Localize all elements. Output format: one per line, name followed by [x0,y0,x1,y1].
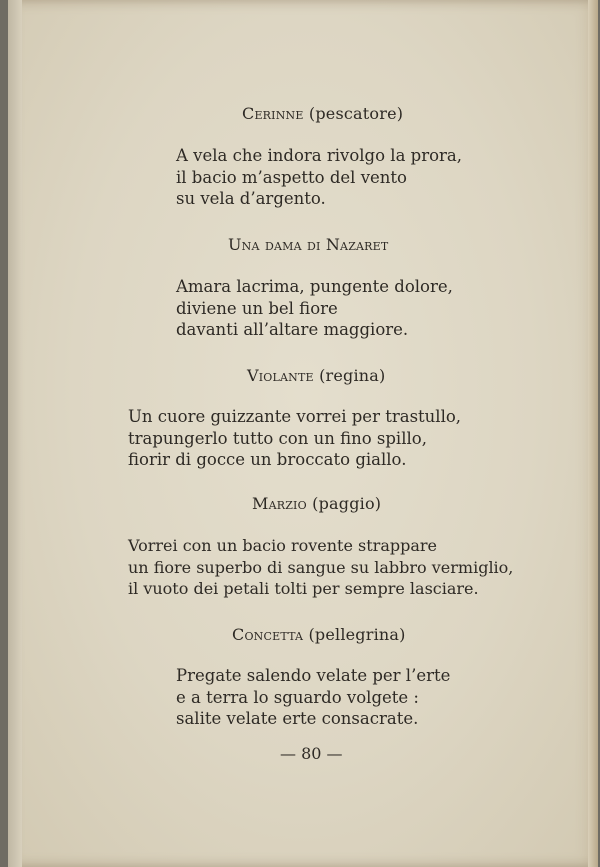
verse-stanza [176,276,453,341]
verse-line: diviene un bel fiore [176,298,338,318]
verse-line: fiorir di gocce un broccato giallo. [128,450,407,469]
verse-line: A vela che indora rivolgo la prora, [176,146,463,165]
speaker-role: (paggio) [312,494,382,513]
verse-line: Amara lacrima, pungente dolore, [176,277,453,296]
speaker-name: Violante [247,366,314,385]
speaker-role: (pescatore) [308,104,404,123]
speaker-name: Concetta [232,625,304,644]
verse-stanza [128,535,513,600]
speaker-heading [232,625,406,644]
verse-stanza [128,406,461,471]
verse-line: Un cuore guizzante vorrei per trastullo, [128,407,462,426]
speaker-name: Una dama di Nazaret [228,235,389,254]
speaker-role: (pellegrina) [308,625,406,644]
verse-line: davanti all’altare maggiore. [176,320,409,339]
page-right-edge [588,0,598,867]
speaker-name: Cerinne [242,104,304,123]
book-page [8,0,598,867]
page-left-edge [8,0,22,867]
verse-line: il bacio m’aspetto del vento [176,167,407,187]
speaker-heading [247,366,385,385]
speaker-heading [242,104,403,123]
verse-line: salite velate erte consacrate. [176,709,419,728]
speaker-heading [228,235,388,254]
speaker-heading [252,494,381,513]
speaker-name: Marzio [252,494,307,513]
verse-line: trapungerlo tutto con un fino spillo, [128,428,427,448]
verse-line: Pregate salendo velate per l’erte [176,666,451,685]
page-number: — 80 — [280,744,343,763]
verse-line: su vela d’argento. [176,189,326,208]
speaker-role: (regina) [319,366,386,385]
verse-line: Vorrei con un bacio rovente strappare [128,536,437,555]
verse-line: il vuoto dei petali tolti per sempre lasciare. [128,579,479,598]
verse-line: e a terra lo sguardo volgete : [176,687,419,707]
verse-line: un fiore superbo di sangue su labbro vermiglio, [128,557,514,577]
verse-stanza [176,145,462,210]
verse-stanza [176,665,450,730]
